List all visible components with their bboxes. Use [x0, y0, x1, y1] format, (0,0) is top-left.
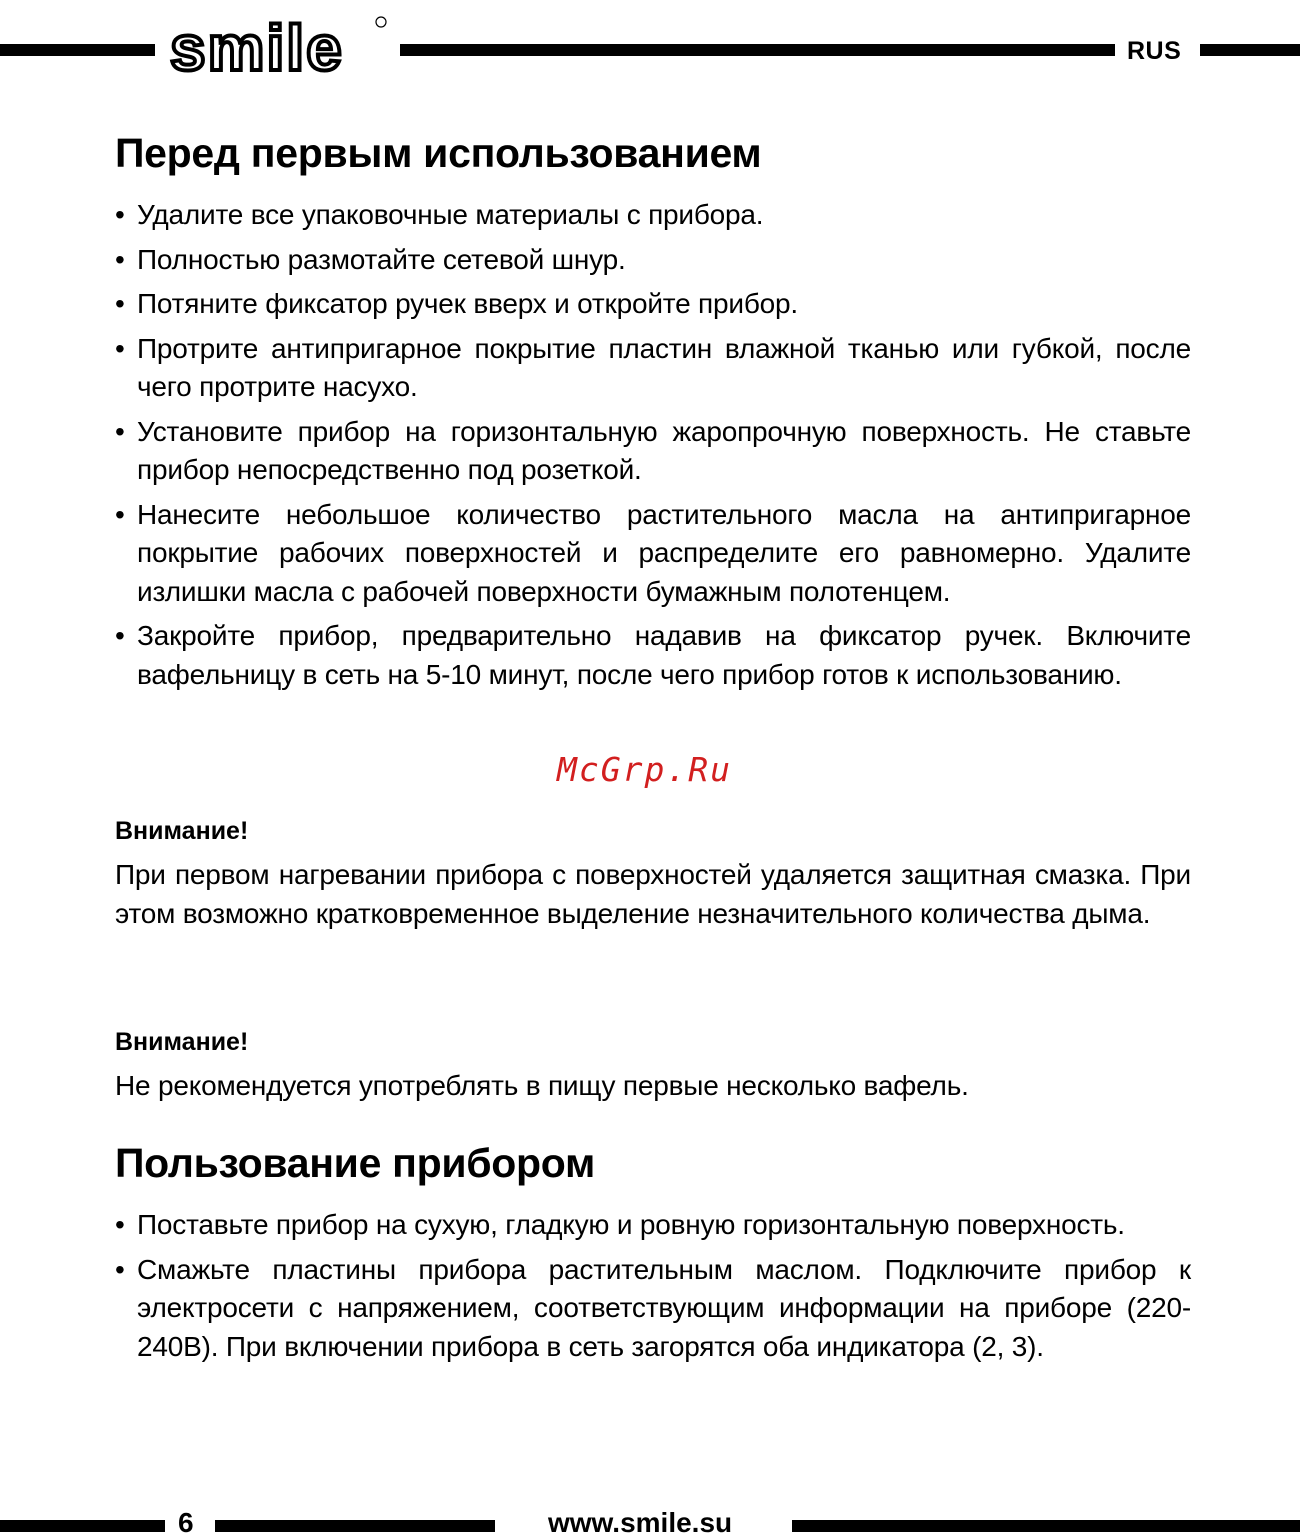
header-rule-middle: [400, 44, 1115, 56]
note-text: Не рекомендуется употреблять в пищу первые несколько вафель.: [115, 1070, 969, 1101]
svg-text:smile: smile: [170, 12, 344, 82]
list-item: • Нанесите небольшое количество растительного масла на антипригарное покрытие рабочих поверхностей и распределите его равномерно. Удалите излишки масла с рабочей поверхности бумажным полотенцем.: [115, 496, 1191, 612]
header-rule-left: [0, 44, 155, 56]
warning-note: [115, 1027, 1191, 1106]
instruction-list: [115, 196, 1191, 694]
section-title: Перед первым использованием: [115, 130, 762, 176]
footer-rule-right: [792, 1520, 1300, 1532]
section-title: Пользование прибором: [115, 1140, 596, 1186]
section-usage: [115, 1138, 1191, 1372]
footer-rule-left: [0, 1520, 165, 1532]
list-item: • Закройте прибор, предварительно надавив на фиксатор ручек. Включите вафельницу в сеть на 5-10 минут, после чего прибор готов к использованию.: [115, 617, 1191, 694]
header-rule-right: [1200, 44, 1300, 56]
list-item: • Удалите все упаковочные материалы с прибора.: [115, 196, 1191, 235]
list-item: • Поставьте прибор на сухую, гладкую и ровную горизонтальную поверхность.: [115, 1206, 1191, 1245]
language-label: RUS: [1127, 37, 1182, 65]
list-item: • Установите прибор на горизонтальную жаропрочную поверхность. Не ставьте прибор непосредственно под розеткой.: [115, 413, 1191, 490]
footer-rule-middle: [215, 1520, 495, 1532]
list-item: • Протрите антипригарное покрытие пластин влажной тканью или губкой, после чего протрите насухо.: [115, 330, 1191, 407]
instruction-list: [115, 1206, 1191, 1366]
warning-note: [115, 816, 1191, 933]
note-text: При первом нагревании прибора с поверхностей удаляется защитная смазка. При этом возможно кратковременное выделение незначительного количества дыма.: [115, 859, 1191, 929]
list-item: • Полностью размотайте сетевой шнур.: [115, 241, 1191, 280]
watermark: McGrp.Ru: [557, 750, 732, 789]
page-header: [0, 0, 1300, 100]
website-link[interactable]: www.smile.su: [548, 1507, 733, 1538]
list-item: • Потяните фиксатор ручек вверх и откройте прибор.: [115, 285, 1191, 324]
smile-logo: [168, 2, 388, 82]
list-item: • Смажьте пластины прибора растительным маслом. Подключите прибор к электросети с напряжением, соответствующим информации на приборе (220-240В). При включении прибора в сеть загорятся оба индикатора (2, 3).: [115, 1251, 1191, 1367]
page-number: 6: [178, 1507, 194, 1538]
note-title: Внимание!: [115, 1028, 249, 1056]
section-before-first-use: [115, 128, 1191, 700]
note-title: Внимание!: [115, 817, 249, 845]
